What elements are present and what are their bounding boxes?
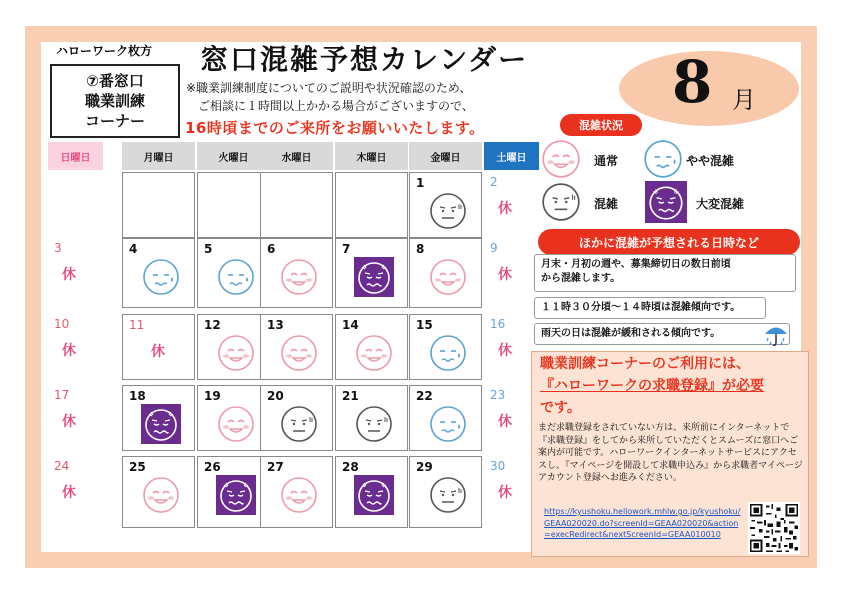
registration-heading-line1: 職業訓練コーナーのご利用には、 xyxy=(540,356,750,372)
day-number: 21 xyxy=(342,389,359,403)
day-number: 10 xyxy=(54,317,70,331)
day-number: 13 xyxy=(267,318,284,332)
normal-face-icon xyxy=(216,333,256,377)
qr-code-icon[interactable] xyxy=(748,502,800,554)
section-line: ⑦番窓口 xyxy=(86,72,144,90)
legend-normal-label: 通常 xyxy=(594,154,619,168)
calendar-day-28 xyxy=(335,456,408,528)
umbrella-icon xyxy=(762,320,790,348)
normal-face-icon xyxy=(141,475,181,519)
very-face-icon xyxy=(354,257,394,301)
day-number: 24 xyxy=(54,459,70,473)
normal-face-icon xyxy=(216,404,256,448)
crowded-face-icon xyxy=(428,191,468,235)
prediction-item-3 xyxy=(534,323,790,345)
calendar-day-11 xyxy=(122,314,195,380)
day-number: 6 xyxy=(267,242,276,256)
day-number: 17 xyxy=(54,388,70,402)
calendar-day-15 xyxy=(409,314,482,380)
closed-label: 休 xyxy=(62,414,76,430)
legend-crowded-label: 混雑 xyxy=(594,197,619,211)
legend-very-icon xyxy=(645,181,687,227)
crowded-face-icon xyxy=(279,404,319,448)
legend-title: 混雑状況 xyxy=(560,114,642,136)
calendar-empty-cell xyxy=(335,172,408,238)
day-number: 27 xyxy=(267,460,284,474)
normal-face-icon xyxy=(354,333,394,377)
day-number: 20 xyxy=(267,389,284,403)
day-number: 7 xyxy=(342,242,351,256)
weekday-header: 金曜日 xyxy=(409,142,482,170)
closed-label: 休 xyxy=(498,343,512,359)
weekday-header: 木曜日 xyxy=(335,142,408,170)
month-number: 8 xyxy=(672,48,713,116)
normal-face-icon xyxy=(279,475,319,519)
very-face-icon xyxy=(216,475,256,519)
section-box xyxy=(50,64,180,138)
prediction-item-2: １１時３０分頃〜１４時頃は混雑傾向です。 xyxy=(534,297,766,319)
calendar-day-2 xyxy=(484,172,539,238)
registration-heading-line3: です。 xyxy=(540,400,581,416)
day-number: 15 xyxy=(416,318,433,332)
calendar-empty-cell xyxy=(122,172,195,238)
calendar-day-22 xyxy=(409,385,482,451)
day-number: 16 xyxy=(490,317,506,331)
weekday-header: 月曜日 xyxy=(122,142,195,170)
normal-face-icon xyxy=(279,257,319,301)
calendar-day-29 xyxy=(409,456,482,528)
day-number: 3 xyxy=(54,241,62,255)
day-number: 2 xyxy=(490,175,498,189)
section-line: コーナー xyxy=(84,112,145,130)
closed-label: 休 xyxy=(62,343,76,359)
day-number: 28 xyxy=(342,460,359,474)
closed-label: 休 xyxy=(62,485,76,501)
weekday-header: 火曜日 xyxy=(197,142,270,170)
weekday-header: 土曜日 xyxy=(484,142,539,170)
calendar-day-27 xyxy=(260,456,333,528)
calendar-day-9 xyxy=(484,238,539,308)
day-number: 12 xyxy=(204,318,221,332)
calendar-day-21 xyxy=(335,385,408,451)
office-name: ハローワーク枚方 xyxy=(56,44,153,58)
somewhat-face-icon xyxy=(141,257,181,301)
weekday-header: 水曜日 xyxy=(260,142,333,170)
calendar-day-20 xyxy=(260,385,333,451)
day-number: 11 xyxy=(129,318,145,332)
closed-label: 休 xyxy=(62,267,76,283)
somewhat-face-icon xyxy=(428,404,468,448)
prediction-item-1-line1: 月末・月初の週や、募集締切日の数日前頃 xyxy=(541,259,731,270)
calendar-day-3 xyxy=(48,238,103,308)
calendar-day-6 xyxy=(260,238,333,308)
day-number: 5 xyxy=(204,242,213,256)
calendar-empty-cell xyxy=(260,172,333,238)
day-number: 19 xyxy=(204,389,221,403)
legend-very-label: 大変混雑 xyxy=(696,197,745,211)
calendar-day-14 xyxy=(335,314,408,380)
day-number: 1 xyxy=(416,176,425,190)
day-number: 9 xyxy=(490,241,498,255)
crowded-face-icon xyxy=(354,404,394,448)
registration-heading xyxy=(540,353,764,419)
prediction-banner: ほかに混雑が予想される日時など xyxy=(538,229,800,255)
closed-label: 休 xyxy=(498,414,512,430)
calendar-day-17 xyxy=(48,385,103,451)
calendar-day-10 xyxy=(48,314,103,380)
calendar-day-18 xyxy=(122,385,195,451)
registration-link[interactable]: https://kyushoku.hellowork.mhlw.go.jp/kyushoku/GEAA020020.do?screenId=GEAA020020&action=execRedirect&nextScreenId=GEAA010010 xyxy=(544,507,741,539)
day-number: 22 xyxy=(416,389,433,403)
day-number: 14 xyxy=(342,318,359,332)
day-number: 25 xyxy=(129,460,146,474)
calendar-day-13 xyxy=(260,314,333,380)
note-line-1: ※職業訓練制度についてのご説明や状況確認のため、 xyxy=(186,81,472,95)
calendar-day-8 xyxy=(409,238,482,308)
calendar-day-24 xyxy=(48,456,103,528)
month-unit: 月 xyxy=(732,86,756,114)
legend-normal-icon xyxy=(540,138,582,184)
day-number: 26 xyxy=(204,460,221,474)
very-face-icon xyxy=(141,404,181,448)
day-number: 4 xyxy=(129,242,138,256)
day-number: 23 xyxy=(490,388,506,402)
closed-label: 休 xyxy=(498,267,512,283)
legend-crowded-icon xyxy=(540,181,582,227)
day-number: 18 xyxy=(129,389,146,403)
deadline-notice: 16時頃までのご来所をお願いいたします。 xyxy=(185,119,485,137)
crowded-face-icon xyxy=(428,475,468,519)
registration-heading-line2: 『ハローワークの求職登録』が必要 xyxy=(540,378,764,394)
page-title: 窓口混雑予想カレンダー xyxy=(200,43,529,76)
day-number: 30 xyxy=(490,459,506,473)
somewhat-face-icon xyxy=(428,333,468,377)
note-line-2: ご相談に１時間以上かかる場合がございますので、 xyxy=(198,99,474,113)
calendar-day-25 xyxy=(122,456,195,528)
weekday-header: 日曜日 xyxy=(48,142,103,170)
normal-face-icon xyxy=(279,333,319,377)
calendar-day-7 xyxy=(335,238,408,308)
section-line: 職業訓練 xyxy=(84,92,145,110)
prediction-item-1 xyxy=(534,254,796,292)
calendar-day-4 xyxy=(122,238,195,308)
closed-label: 休 xyxy=(151,344,165,360)
closed-label: 休 xyxy=(498,201,512,217)
calendar-empty-cell xyxy=(48,172,103,238)
calendar-day-1 xyxy=(409,172,482,238)
registration-body: まだ求職登録をされていない方は、来所前にインターネットで『求職登録』をしてから来所していただくとスムーズに窓口へご案内が可能です。ハローワークインターネットサービスにアクセスし、『マイページを開設して求職申込み』から求職者マイページアカウント登録へお進みください。 xyxy=(538,423,803,483)
legend-somewhat-label: やや混雑 xyxy=(686,154,735,168)
day-number: 8 xyxy=(416,242,425,256)
very-face-icon xyxy=(354,475,394,519)
closed-label: 休 xyxy=(498,485,512,501)
prediction-item-1-line2: から混雑します。 xyxy=(541,273,621,284)
legend-somewhat-icon xyxy=(642,138,684,184)
prediction-item-3-text: 雨天の日は混雑が緩和される傾向です。 xyxy=(541,328,721,339)
normal-face-icon xyxy=(428,257,468,301)
somewhat-face-icon xyxy=(216,257,256,301)
day-number: 29 xyxy=(416,460,433,474)
